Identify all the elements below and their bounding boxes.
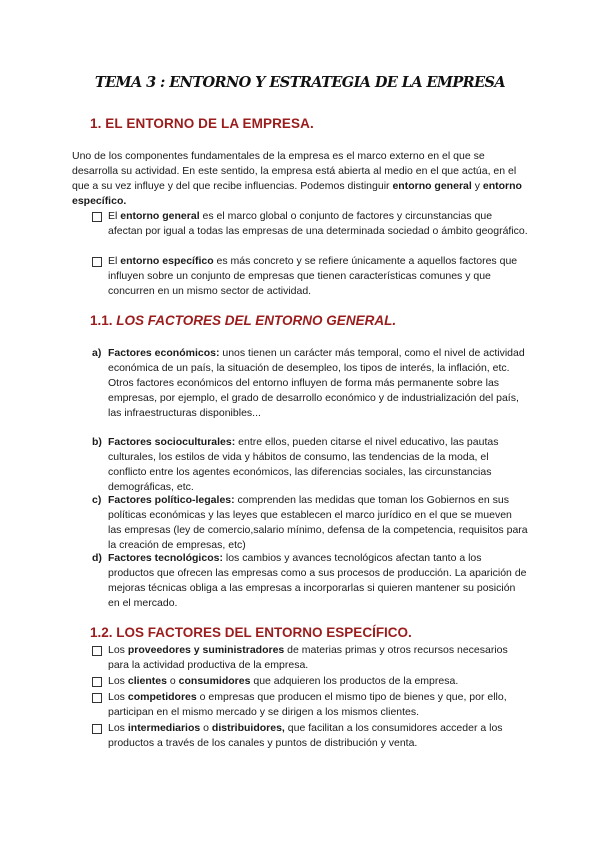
checkbox-item-text: El entorno general es el marco global o conjunto de factores y circunstancias que afectan por igual a todas las empresas de una determinada sociedad o ámbito geográfico. <box>108 210 528 237</box>
checkbox-item-text: El entorno específico es más concreto y se refiere únicamente a aquellos factores que influyen sobre un conjunto de empresas que tienen características comunes y que concurren en un mismo sector de actividad. <box>108 255 518 297</box>
checkbox-icon[interactable] <box>92 646 102 656</box>
list-marker: c) <box>92 494 102 506</box>
term: Factores tecnológicos: <box>108 552 223 564</box>
section-title: LOS FACTORES DEL ENTORNO GENERAL. <box>116 313 397 328</box>
term-2: consumidores <box>178 675 251 687</box>
checkbox-item-text: Los intermediarios o distribuidores, que facilitan a los consumidores acceder a los productos a través de los canales y puntos de distribución y venta. <box>108 722 503 749</box>
list-marker: d) <box>92 552 102 564</box>
term: entorno específico <box>120 255 214 267</box>
section-1-intro <box>72 149 528 209</box>
checkbox-icon[interactable] <box>92 693 102 703</box>
term: Factores socioculturales: <box>108 436 236 448</box>
document-title: TEMA 3 : ENTORNO Y ESTRATEGIA DE LA EMPRESA <box>94 74 506 91</box>
term: competidores <box>127 691 197 703</box>
list-item-text: Factores socioculturales: entre ellos, pueden citarse el nivel educativo, las pautas culturales, los estilos de vida y hábitos de consumo, las tendencias de la moda, el conflicto entre los agentes económicos, las diferencias sociales, las circunstancias demográficas, etc. <box>108 436 499 493</box>
list-item-text: Factores tecnológicos: los cambios y avances tecnológicos afectan tanto a los productos que ofrecen las empresas como a sus procesos de producción. La aparición de mejoras técnicas obliga a las empresas a incorporarlas si quieren mantener su posición en el mercado. <box>108 552 527 609</box>
checkbox-item-text: Los proveedores y suministradores de materias primas y otros recursos necesarios para la actividad productiva de la empresa. <box>108 644 508 671</box>
term: entorno general <box>120 210 200 222</box>
term-2: distribuidores, <box>211 722 285 734</box>
term: Factores económicos: <box>108 347 220 359</box>
list-marker: a) <box>92 347 102 359</box>
intro-bold-especifico: entorno específico. <box>72 180 522 207</box>
checkbox-item-text: Los clientes o consumidores que adquieren los productos de la empresa. <box>108 675 459 687</box>
checkbox-icon[interactable] <box>92 724 102 734</box>
list-item-extra: Otros factores económicos del entorno influyen de forma más permanente sobre las empresas, por ejemplo, el grado de desarrollo económico y de industrialización del país, las infraestructuras disponibles... <box>108 377 519 419</box>
section-1-2-heading: 1.2. LOS FACTORES DEL ENTORNO ESPECÍFICO. <box>90 625 412 640</box>
checkbox-icon[interactable] <box>92 677 102 687</box>
intro-text-and: y <box>471 180 483 192</box>
intro-text: Uno de los componentes fundamentales de la empresa es el marco externo en el que se desarrolla su actividad. En este sentido, la empresa está abierta al medio en el que actúa, en el que a su vez influye y del que recibe influencias. Podemos distinguir <box>72 150 517 192</box>
term: Factores político-legales: <box>108 494 235 506</box>
term: intermediarios <box>127 722 201 734</box>
checkbox-icon[interactable] <box>92 212 102 222</box>
list-marker: b) <box>92 436 102 448</box>
term: proveedores y suministradores <box>127 644 285 656</box>
checkbox-icon[interactable] <box>92 257 102 267</box>
list-item-text: Factores político-legales: comprenden las medidas que toman los Gobiernos en sus políticas económicas y las leyes que establecen el marco jurídico en el que se mueven las empresas (ley de comercio,salario mínimo, defensa de la competencia, requisitos para la creación de empresas, etc) <box>108 494 528 551</box>
section-1-heading: 1. EL ENTORNO DE LA EMPRESA. <box>90 116 314 131</box>
checkbox-item-text: Los competidores o empresas que producen el mismo tipo de bienes y que, por ello, participan en el mismo mercado y se dirigen a los mismos clientes. <box>108 691 507 718</box>
section-1-1-heading <box>90 313 396 328</box>
section-number: 1.1. <box>90 313 117 328</box>
list-item-text: Factores económicos: unos tienen un carácter más temporal, como el nivel de actividad económica de un país, la situación de desempleo, los tipos de interés, la inflación, etc. Otros factores económicos del entorno influyen de forma más permanente sobre las empresas, por ejemplo, el grado de desarrollo económico y de industrialización del país, las infraestructuras disponibles... <box>108 347 525 419</box>
intro-bold-general: entorno general <box>392 180 472 192</box>
term: clientes <box>127 675 167 687</box>
